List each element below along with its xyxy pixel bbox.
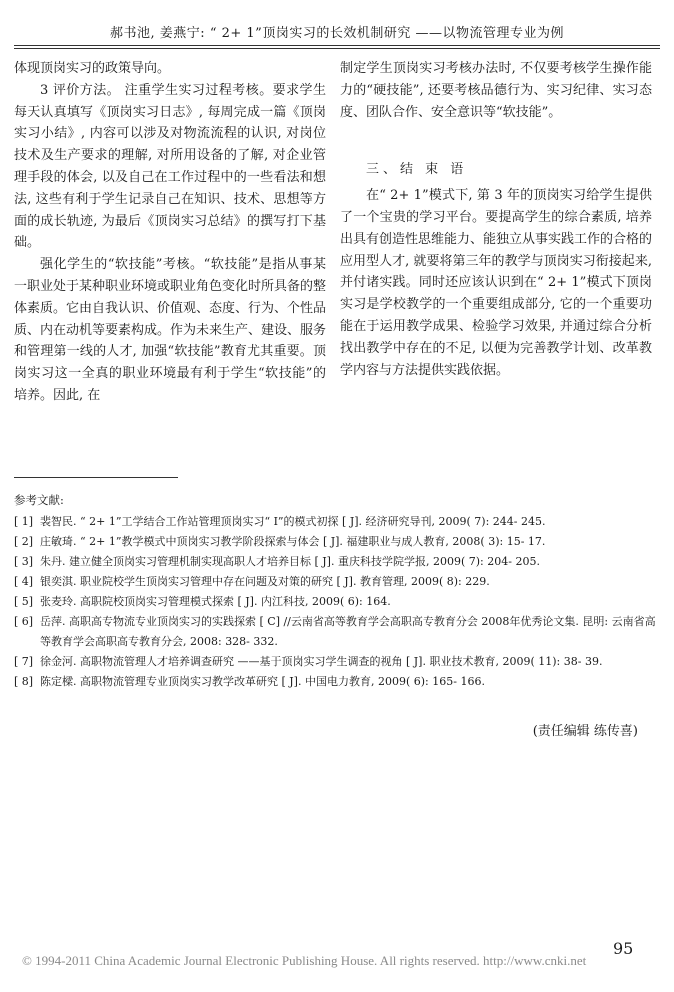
- copyright-footer: © 1994-2011 China Academic Journal Electronic Publishing House. All rights reserved. http://www.cnki.net: [22, 953, 587, 968]
- reference-text: 张麦玲. 高职院校顶岗实习管理模式探索 [ J]. 内江科技, 2009( 6): 164.: [40, 595, 391, 608]
- reference-list: [14, 512, 660, 692]
- running-header: 郝书池, 姜燕宁: “ 2+ 1”顶岗实习的长效机制研究 ——以物流管理专业为例: [110, 26, 564, 41]
- reference-number: [ 8]: [14, 675, 34, 688]
- reference-item: [14, 512, 660, 532]
- reference-number: [ 1]: [14, 515, 34, 528]
- reference-text: 庄敏琦. “ 2+ 1”教学模式中顶岗实习教学阶段探索与体会 [ J]. 福建职业与成人教育, 2008( 3): 15- 17.: [40, 535, 546, 548]
- reference-text: 陈定樑. 高职物流管理专业顶岗实习教学改革研究 [ J]. 中国电力教育, 2009( 6): 165- 166.: [40, 675, 485, 688]
- footnote-rule: [14, 477, 178, 478]
- right-column: [340, 58, 652, 381]
- reference-text: 朱丹. 建立健全顶岗实习管理机制实现高职人才培养目标 [ J]. 重庆科技学院学报, 2009( 7): 204- 205.: [40, 555, 540, 568]
- reference-item: [14, 652, 660, 672]
- right-paragraph-1: 制定学生顶岗实习考核办法时, 不仅要考核学生操作能力的“硬技能”, 还要考核品德行为、实习纪律、实习态度、团队合作、安全意识等“软技能”。: [340, 61, 652, 120]
- reference-item: [14, 552, 660, 572]
- references-title: 参考文献:: [14, 493, 64, 507]
- reference-text: 裴智民. “ 2+ 1”工学结合工作站管理顶岗实习“ I”的模式初探 [ J]. 经济研究导刊, 2009( 7): 244- 245.: [40, 515, 546, 528]
- section-heading-conclusion: 三、结 束 语: [366, 162, 468, 178]
- header-rule-double: [14, 48, 660, 49]
- left-paragraph-evaluation-method: 3 评价方法。 注重学生实习过程考核。要求学生每天认真填写《顶岗实习日志》, 每周完成一篇《顶岗实习小结》, 内容可以涉及对物流流程的认识, 对岗位技术及生产要求的理解, 对所用设备的了解, 对企业管理手段的体会, 以及自己在工作过程中的一些看法和想法, 这些有利于学生记录自己在知识、技术、思想等方面的成长轨迹, 为最后《顶岗实习总结》的撰写打下基础。: [14, 82, 326, 251]
- left-column: [14, 58, 326, 407]
- reference-item: [14, 532, 660, 552]
- reference-item: [14, 592, 660, 612]
- references-section: [14, 492, 660, 692]
- right-paragraph-conclusion: 在“ 2+ 1”模式下, 第 3 年的顶岗实习给学生提供了一个宝贵的学习平台。要提高学生的综合素质, 培养出具有创造性思维能力、能独立从事实践工作的合格的应用型人才, 就要将第三年的教学与顶岗实习衔接起来, 并付诸实践。同时还应该认识到在“ 2+ 1”模式下顶岗实习是学校教学的一个重要组成部分, 它的一个重要功能在于运用教学成果、检验学习效果, 并通过综合分析找出教学中存在的不足, 以便为完善教学计划、改革教学内容与方法提供实践依据。: [340, 188, 653, 378]
- page-number: 95: [613, 939, 634, 958]
- editor-credit: (责任编辑 练传喜): [532, 724, 638, 739]
- reference-number: [ 3]: [14, 555, 34, 568]
- reference-text: 岳萍. 高职高专物流专业顶岗实习的实践探索 [ C] //云南省高等教育学会高职高专教育分会 2008年优秀论文集. 昆明: 云南省高等教育学会高职高专教育分会, 2008: 328- 332.: [40, 615, 656, 648]
- header-rule: [14, 45, 660, 46]
- reference-text: 银奕淇. 职业院校学生顶岗实习管理中存在问题及对策的研究 [ J]. 教育管理, 2009( 8): 229.: [40, 575, 490, 588]
- reference-item: [14, 672, 660, 692]
- reference-number: [ 6]: [14, 615, 34, 628]
- reference-number: [ 5]: [14, 595, 34, 608]
- reference-number: [ 2]: [14, 535, 34, 548]
- left-paragraph-1: 体现顶岗实习的政策导向。: [14, 61, 171, 76]
- reference-item: [14, 572, 660, 592]
- reference-number: [ 4]: [14, 575, 34, 588]
- reference-item: [14, 612, 660, 652]
- reference-number: [ 7]: [14, 655, 34, 668]
- reference-text: 徐金河. 高职物流管理人才培养调查研究 ——基于顶岗实习学生调查的视角 [ J]. 职业技术教育, 2009( 11): 38- 39.: [40, 655, 603, 668]
- left-paragraph-soft-skills: 强化学生的“软技能”考核。“软技能”是指从事某一职业处于某种职业环境或职业角色变化时所具备的整体素质。它由自我认识、价值观、态度、行为、个性品质、内在动机等要素构成。作为未来生产、建设、服务和管理第一线的人才, 加强“软技能”教育尤其重要。顶岗实习这一全真的职业环境最有利于学生“软技能”的培养。因此, 在: [14, 257, 327, 403]
